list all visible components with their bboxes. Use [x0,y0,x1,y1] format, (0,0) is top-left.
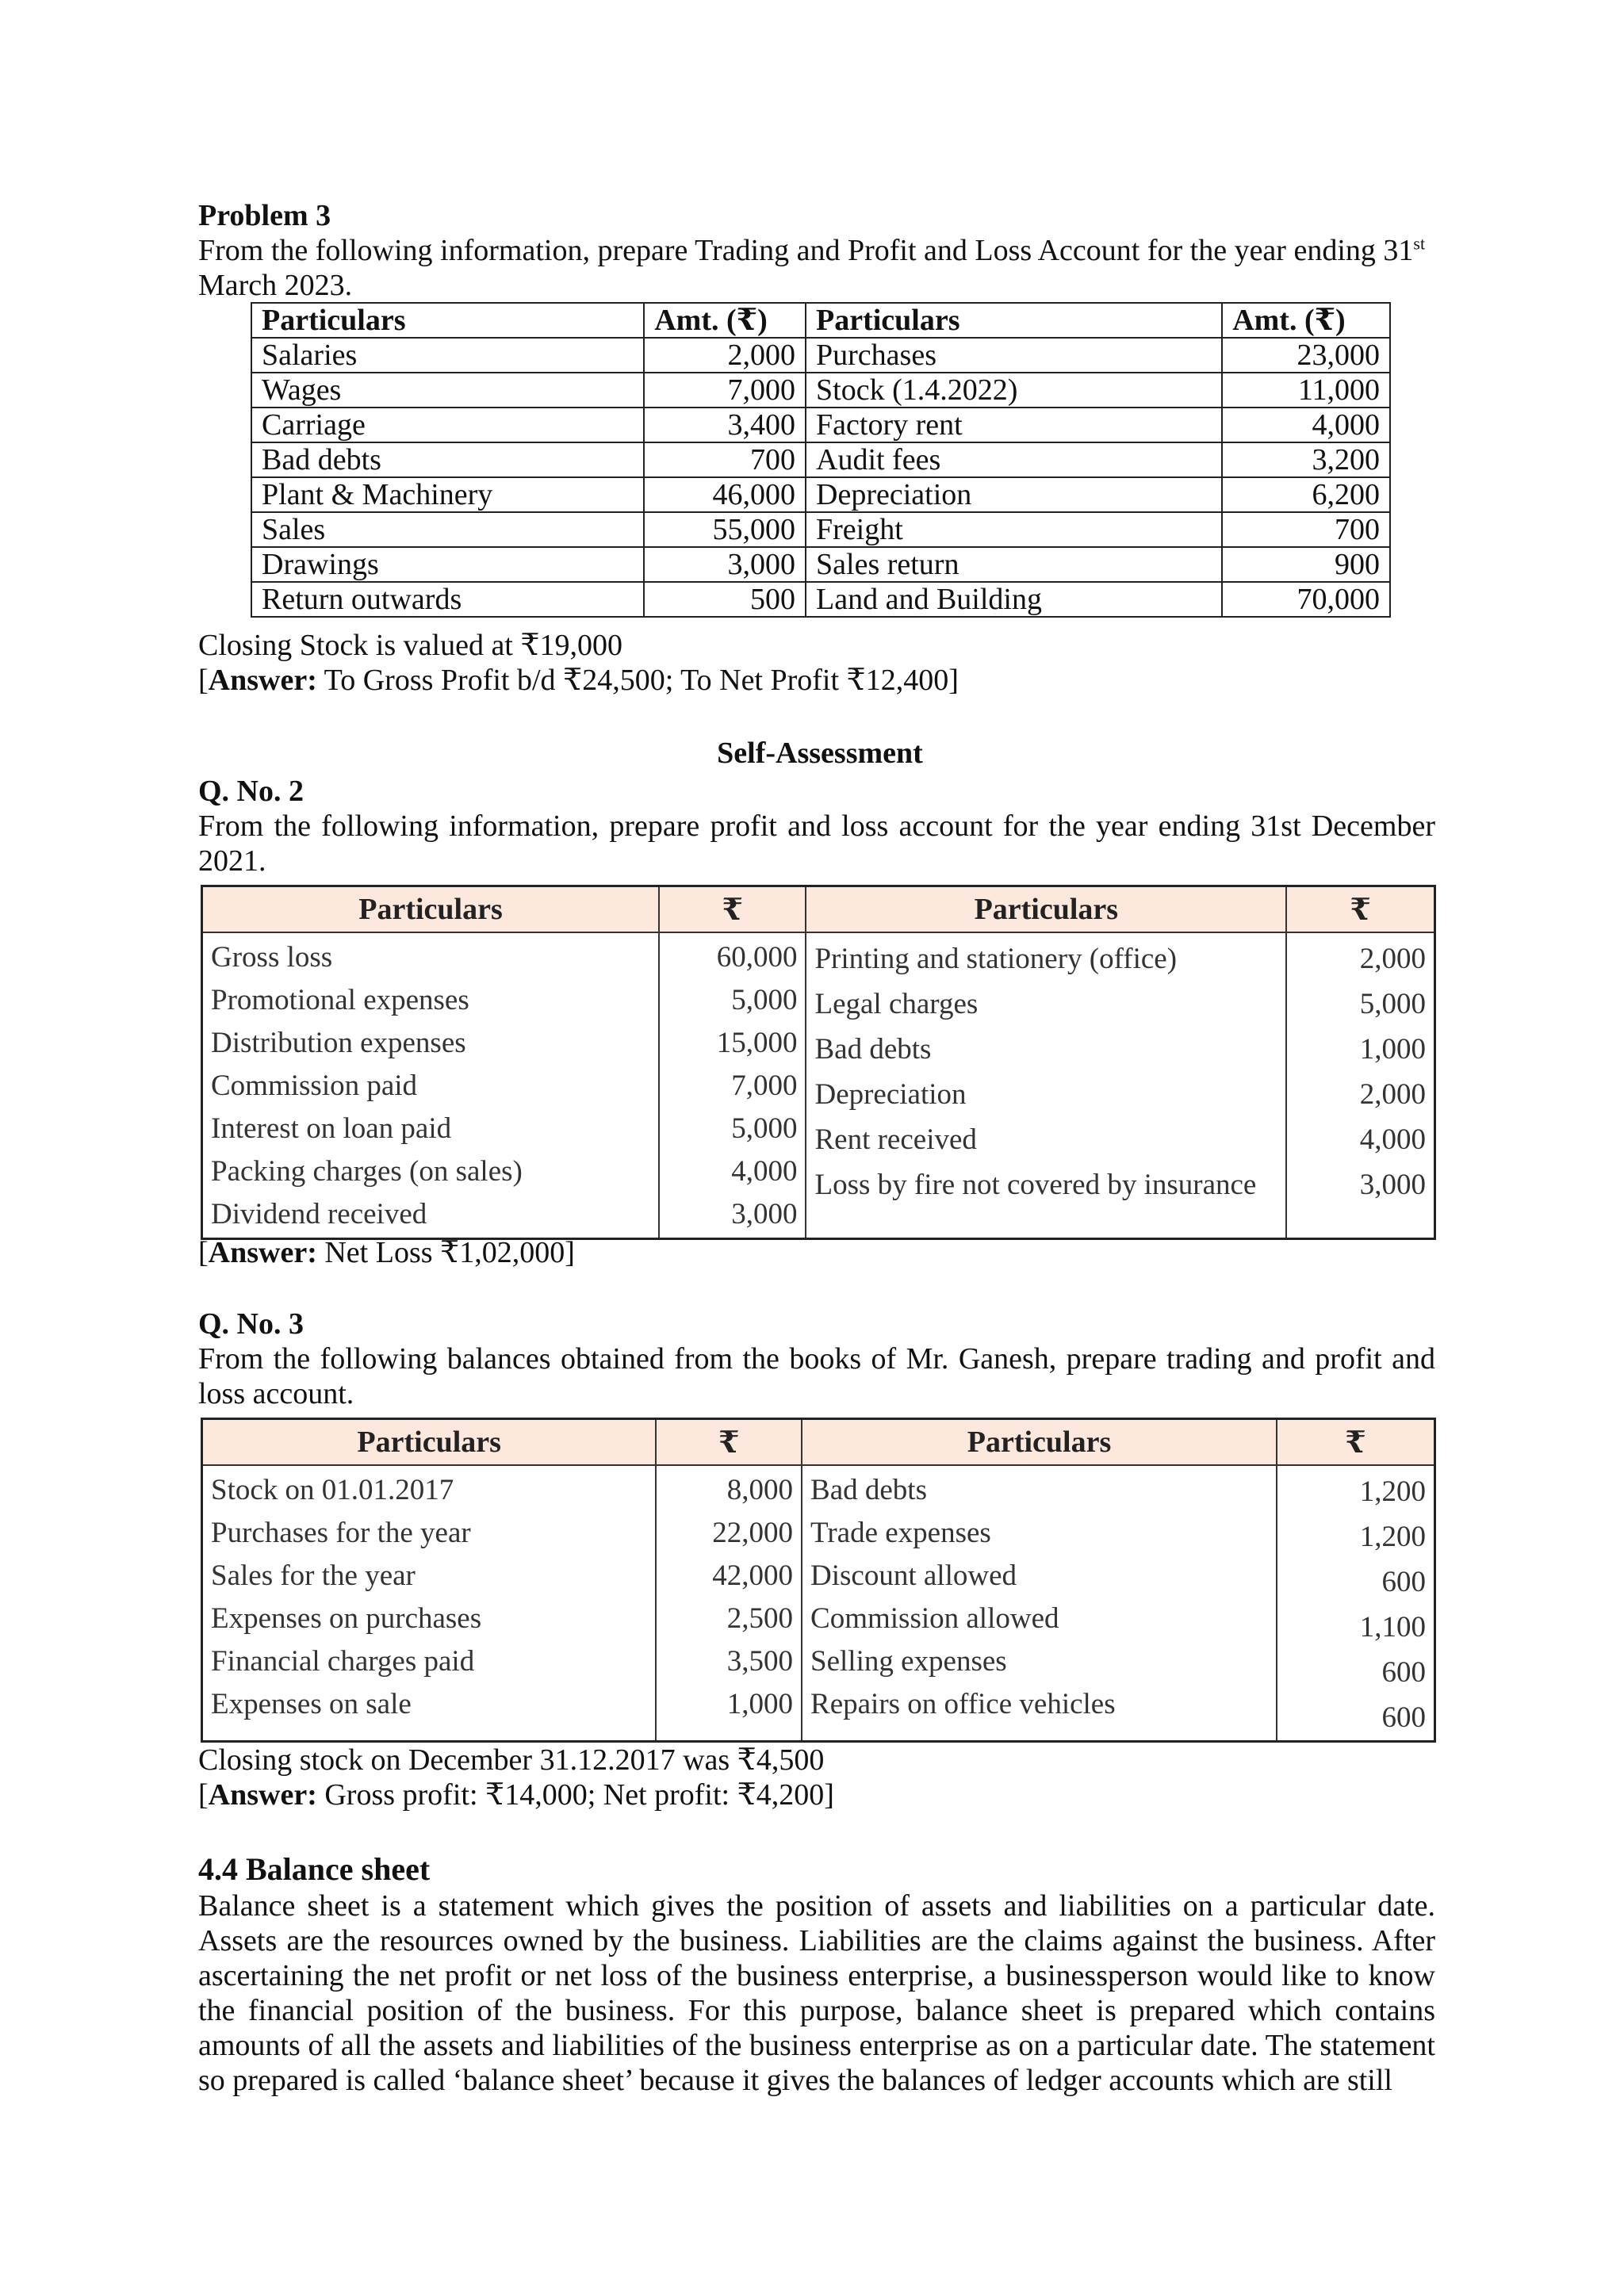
list-item: Expenses on sale [211,1688,412,1720]
list-item: Sales for the year [211,1559,416,1592]
table-row [251,477,1390,512]
left-amount: 700 [644,442,806,477]
list-item: Expenses on purchases [211,1602,482,1635]
left-particulars-column [202,932,660,1239]
right-amount: 3,200 [1222,442,1390,477]
right-particular: Stock (1.4.2022) [806,373,1222,408]
table-row [251,442,1390,477]
list-item: 2,500 [726,1602,794,1635]
list-item: Depreciation [814,1078,967,1111]
list-item: Distribution expenses [211,1027,466,1059]
balance-sheet-body: Balance sheet is a statement which gives the position of assets and liabilities on a particular date. Assets are the resources owned by the business. Liabilities are the claims against the business. After ascertaining the net profit or net loss of the business enterprise, a businessperson would like to know the financial position of the business. For this purpose, balance sheet is prepared which contains amounts of all the assets and liabilities of the business enterprise as on a particular date. The statement so prepared is called ‘balance sheet’ because it gives the balances of ledger accounts which are still [198,1889,1435,2097]
right-amount: 6,200 [1222,477,1390,512]
header-rupee-right: ₹ [1277,1419,1435,1466]
right-particular: Sales return [806,547,1222,582]
list-item: 600 [1381,1701,1426,1734]
balance-sheet-heading: 4.4 Balance sheet [198,1851,431,1887]
q2-title: Q. No. 2 [198,775,304,808]
list-item: Bad debts [814,1033,932,1066]
self-assessment-heading: Self-Assessment [717,737,923,770]
list-item: Discount allowed [810,1559,1017,1592]
right-amount: 900 [1222,547,1390,582]
table-row [251,547,1390,582]
list-item: 1,000 [726,1688,794,1720]
left-amount: 2,000 [644,338,806,373]
header-particulars-right: Particulars [802,1419,1277,1466]
right-amount: 23,000 [1222,338,1390,373]
header-particulars-right: Particulars [806,886,1286,933]
table-body-row [202,932,1435,1239]
list-item: Stock on 01.01.2017 [211,1474,454,1506]
header-particulars-left: Particulars [202,1419,657,1466]
list-item: Printing and stationery (office) [814,943,1178,975]
header-amount-left: Amt. (₹) [644,303,806,338]
left-particular: Return outwards [251,582,644,617]
list-item: Packing charges (on sales) [211,1155,523,1188]
right-particulars-column [806,932,1286,1239]
right-amount: 700 [1222,512,1390,547]
list-item: Loss by fire not covered by insurance [814,1169,1257,1201]
left-amount: 500 [644,582,806,617]
right-amount: 11,000 [1222,373,1390,408]
header-particulars-right: Particulars [806,303,1222,338]
header-amount-right: Amt. (₹) [1222,303,1390,338]
q3-title: Q. No. 3 [198,1307,304,1341]
list-item: 60,000 [716,941,798,974]
list-item: Repairs on office vehicles [810,1688,1116,1720]
answer-label: Answer: [208,664,317,697]
list-item: 3,000 [731,1198,798,1230]
list-item: Trade expenses [810,1517,991,1549]
right-amounts-column [1286,932,1434,1239]
q3-answer: [Answer: Gross profit: ₹14,000; Net profit: ₹4,200] [198,1778,834,1812]
list-item: 4,000 [731,1155,798,1188]
table-row [251,338,1390,373]
table-header-row [251,303,1390,338]
right-particular: Depreciation [806,477,1222,512]
list-item: 1,100 [1359,1611,1426,1644]
right-amount: 70,000 [1222,582,1390,617]
list-item: 1,000 [1359,1033,1426,1066]
left-amount: 3,400 [644,408,806,442]
q3-closing-stock: Closing stock on December 31.12.2017 was ₹4,500 [198,1743,825,1777]
problem-3-table [251,302,1391,618]
table-header-row [202,886,1435,933]
left-amounts-column [659,932,806,1239]
list-item: 7,000 [731,1070,798,1102]
left-particular: Salaries [251,338,644,373]
table-row [251,373,1390,408]
right-particular: Freight [806,512,1222,547]
table-row [251,408,1390,442]
header-particulars-left: Particulars [251,303,644,338]
table-body-row [202,1465,1435,1742]
list-item: Commission paid [211,1070,418,1102]
list-item: 15,000 [716,1027,798,1059]
list-item: 600 [1381,1656,1426,1689]
right-amount: 4,000 [1222,408,1390,442]
left-amount: 46,000 [644,477,806,512]
left-amount: 7,000 [644,373,806,408]
header-rupee-right: ₹ [1286,886,1434,933]
answer-text: To Gross Profit b/d ₹24,500; To Net Profit ₹12,400] [316,664,959,697]
list-item: Rent received [814,1123,977,1156]
list-item: 42,000 [712,1559,794,1592]
list-item: Promotional expenses [211,984,469,1016]
list-item: 1,200 [1359,1521,1426,1553]
left-amount: 55,000 [644,512,806,547]
list-item: 5,000 [1359,988,1426,1020]
q3-table [201,1418,1436,1743]
problem-3-title: Problem 3 [198,199,331,232]
q3-intro: From the following balances obtained from the books of Mr. Ganesh, prepare trading and profit and loss account. [198,1342,1435,1410]
list-item: Dividend received [211,1198,427,1230]
left-particular: Drawings [251,547,644,582]
right-particulars-column [802,1465,1277,1742]
left-amount: 3,000 [644,547,806,582]
list-item: Bad debts [810,1474,927,1506]
table-header-row [202,1419,1435,1466]
problem-3-intro-sup: st [1413,233,1426,254]
list-item: 8,000 [726,1474,794,1506]
header-rupee-left: ₹ [659,886,806,933]
left-particular: Carriage [251,408,644,442]
right-particular: Purchases [806,338,1222,373]
list-item: Legal charges [814,988,979,1020]
right-amounts-column [1277,1465,1435,1742]
list-item: Commission allowed [810,1602,1059,1635]
header-particulars-left: Particulars [202,886,660,933]
header-rupee-left: ₹ [656,1419,802,1466]
problem-3-intro-text: From the following information, prepare Trading and Profit and Loss Account for the year ending 31 [198,234,1414,267]
q2-intro: From the following information, prepare profit and loss account for the year ending 31st December 2021. [198,809,1435,878]
list-item: Gross loss [211,941,333,974]
list-item: Financial charges paid [211,1645,475,1678]
right-particular: Audit fees [806,442,1222,477]
list-item: 2,000 [1359,1078,1426,1111]
list-item: 4,000 [1359,1123,1426,1156]
left-particular: Wages [251,373,644,408]
problem-3-answer: [Answer: To Gross Profit b/d ₹24,500; To Net Profit ₹12,400] [198,664,959,697]
list-item: 22,000 [712,1517,794,1549]
list-item: 3,000 [1359,1169,1426,1201]
right-particular: Factory rent [806,408,1222,442]
left-particulars-column [202,1465,657,1742]
right-particular: Land and Building [806,582,1222,617]
problem-3-intro [198,233,1435,303]
q2-answer: [Answer: Net Loss ₹1,02,000] [198,1236,575,1269]
problem-3-closing-stock: Closing Stock is valued at ₹19,000 [198,629,623,662]
list-item: 2,000 [1359,943,1426,975]
table-row [251,582,1390,617]
answer-label: Answer: [208,1778,317,1812]
q2-table [201,885,1436,1240]
left-particular: Bad debts [251,442,644,477]
list-item: 1,200 [1359,1475,1426,1508]
left-particular: Sales [251,512,644,547]
left-amounts-column [656,1465,802,1742]
list-item: 3,500 [726,1645,794,1678]
list-item: 5,000 [731,984,798,1016]
list-item: 5,000 [731,1112,798,1145]
table-row [251,512,1390,547]
list-item: 600 [1381,1566,1426,1598]
list-item: Purchases for the year [211,1517,471,1549]
list-item: Selling expenses [810,1645,1007,1678]
answer-label: Answer: [208,1236,317,1269]
problem-3-intro-text-2: March 2023. [198,269,353,302]
answer-text: Gross profit: ₹14,000; Net profit: ₹4,200] [316,1778,834,1812]
left-particular: Plant & Machinery [251,477,644,512]
answer-text: Net Loss ₹1,02,000] [316,1236,575,1269]
list-item: Interest on loan paid [211,1112,452,1145]
